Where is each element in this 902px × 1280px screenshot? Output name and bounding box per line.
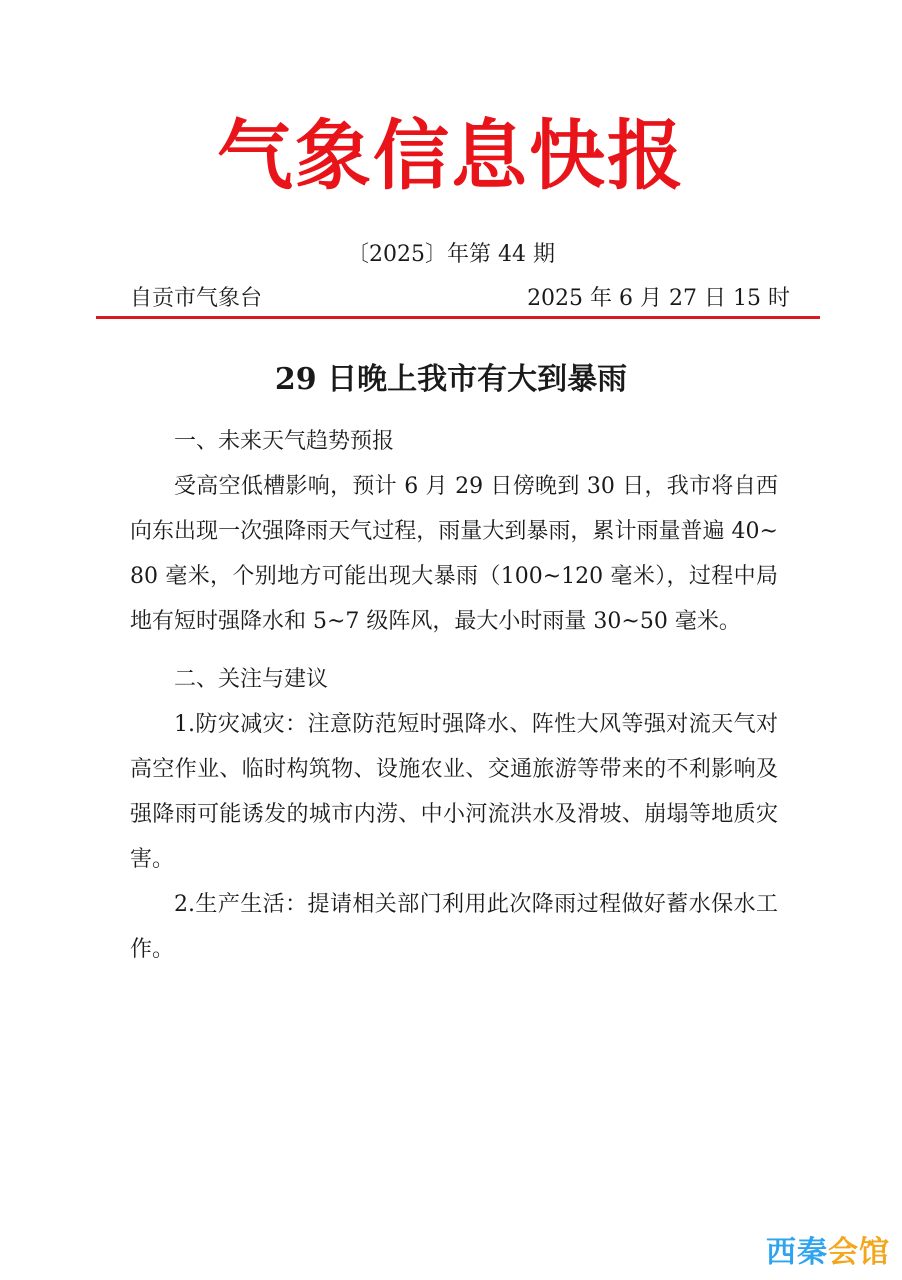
issue-number: 〔2025〕年第 44 期 <box>347 242 555 267</box>
section-heading-advice: 二、关注与建议 <box>174 667 329 692</box>
watermark-text-part1: 西秦 <box>766 1235 828 1270</box>
issue-date: 2025 年 6 月 27 日 15 时 <box>527 286 790 311</box>
masthead-title: 气象信息快报 <box>217 111 685 200</box>
section-heading-forecast: 一、未来天气趋势预报 <box>174 429 395 454</box>
document-body <box>130 420 778 972</box>
watermark-logo <box>766 1236 890 1270</box>
watermark-text-part2: 会馆 <box>828 1235 890 1270</box>
section-advice <box>130 658 778 972</box>
section-forecast <box>130 420 778 644</box>
red-divider-line <box>96 316 820 319</box>
issuer-name: 自贡市气象台 <box>130 286 263 311</box>
section-gap <box>130 644 778 658</box>
forecast-paragraph: 受高空低槽影响，预计 6 月 29 日傍晚到 30 日，我市将自西向东出现一次强降雨天气过程，雨量大到暴雨，累计雨量普遍 40~80 毫米，个别地方可能出现大暴雨（100~120 毫米），过程中局地有短时强降水和 5~7 级阵风，最大小时雨量 30~50 毫米。 <box>130 474 778 634</box>
headline: 29 日晚上我市有大到暴雨 <box>274 362 628 397</box>
advice-paragraph-disaster: 1.防灾减灾：注意防范短时强降水、阵性大风等强对流天气对高空作业、临时构筑物、设施农业、交通旅游等带来的不利影响及强降雨可能诱发的城市内涝、中小河流洪水及滑坡、崩塌等地质灾害。 <box>130 712 778 872</box>
advice-paragraph-production: 2.生产生活：提请相关部门利用此次降雨过程做好蓄水保水工作。 <box>130 892 778 962</box>
